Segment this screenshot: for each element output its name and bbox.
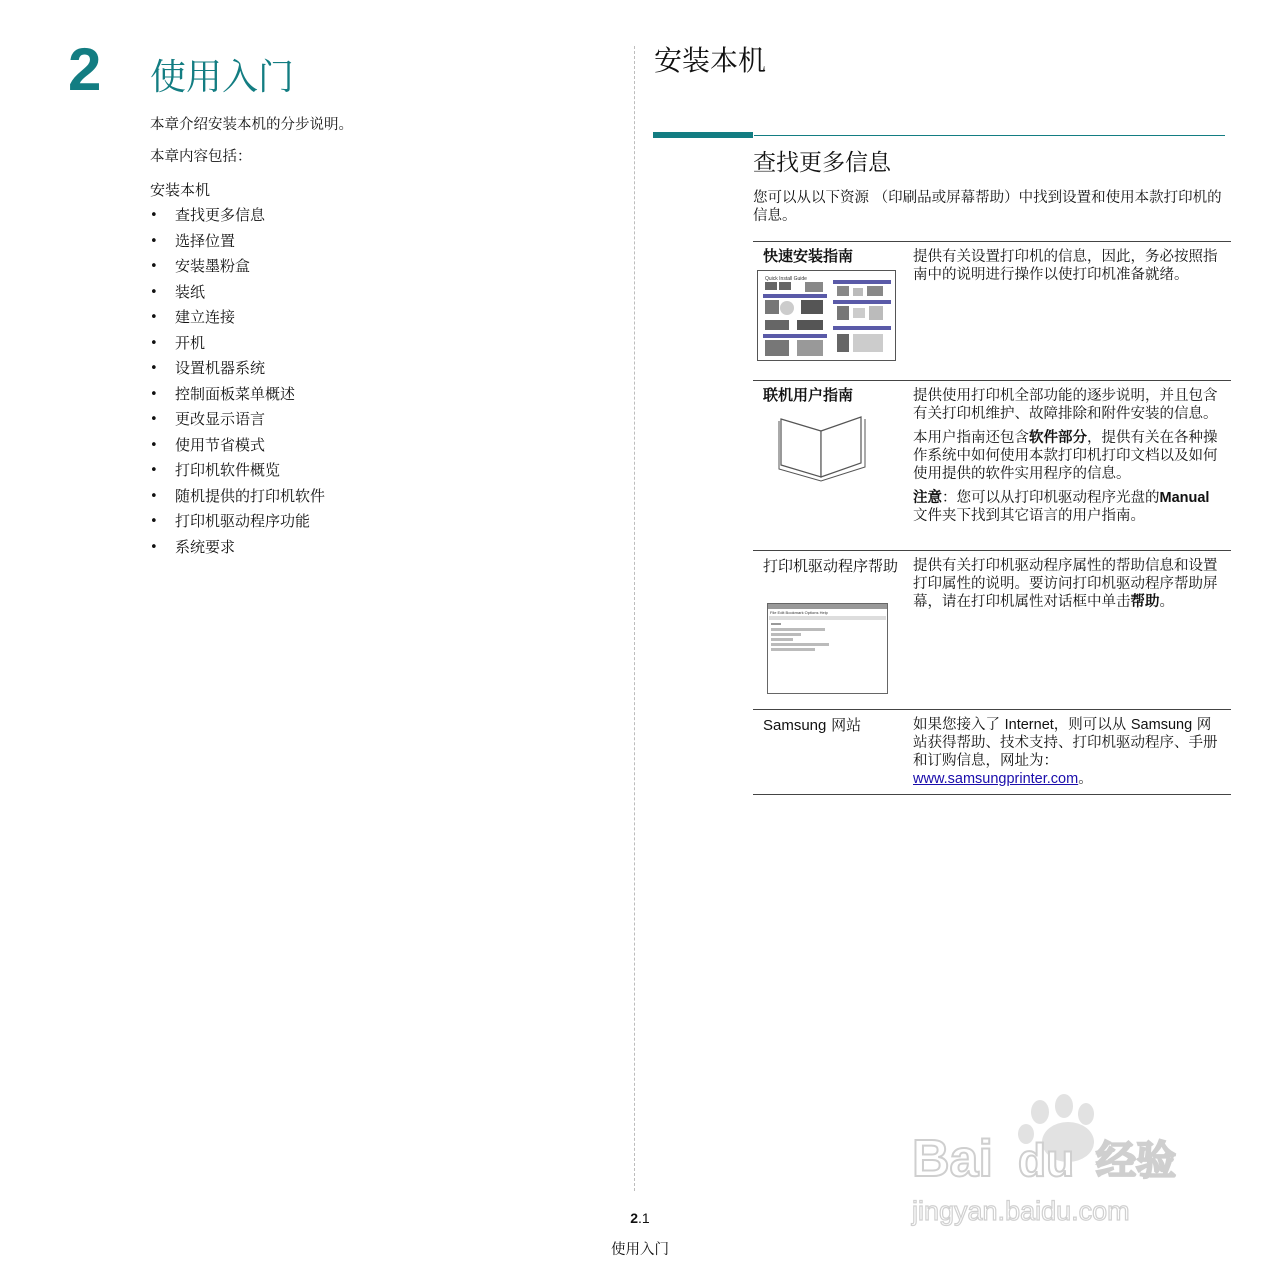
bullet-icon: • xyxy=(150,361,158,376)
chapter-intro: 本章介绍安装本机的分步说明。 xyxy=(150,117,353,133)
resource-label: 联机用户指南 xyxy=(763,387,854,404)
subsection-title: 查找更多信息 xyxy=(753,150,891,176)
thumbnail-caption: Quick Install Guide xyxy=(765,276,807,282)
page-number: 2.1 xyxy=(630,1210,650,1226)
quick-install-guide-thumbnail xyxy=(757,270,897,362)
svg-text:jingyan.baidu.com: jingyan.baidu.com xyxy=(912,1196,1130,1226)
bullet-icon: • xyxy=(150,437,158,453)
toc-item[interactable] xyxy=(150,461,325,487)
bullet-icon: • xyxy=(150,335,158,351)
toc-item[interactable] xyxy=(150,410,325,436)
toc-item[interactable] xyxy=(150,385,325,411)
chapter-contains-label: 本章内容包括： xyxy=(150,149,252,165)
section-title: 安装本机 xyxy=(654,44,767,77)
bullet-icon: • xyxy=(150,310,158,325)
svg-text:Bai: Bai xyxy=(912,1130,993,1188)
toc-item-label: 查找更多信息 xyxy=(175,206,266,224)
toc-item[interactable] xyxy=(150,538,325,564)
bullet-icon: • xyxy=(150,259,158,274)
svg-text:du: du xyxy=(1018,1134,1075,1186)
note-paragraph: 注意：您可以从打印机驱动程序光盘的Manual 文件夹下找到其它语言的用户指南。 xyxy=(913,490,1210,524)
column-divider xyxy=(634,46,635,1191)
desc-paragraph: 本用户指南还包含软件部分，提供有关在各种操作系统中如何使用本款打印机打印文档以及如何使用提供的软件实用程序的信息。 xyxy=(913,430,1218,482)
bullet-icon: • xyxy=(150,386,158,402)
bullet-icon: • xyxy=(150,463,158,478)
toc-item[interactable] xyxy=(150,283,325,309)
toc-item[interactable] xyxy=(150,436,325,462)
chapter-number: 2 xyxy=(68,36,102,103)
samsung-website-link[interactable]: www.samsungprinter.com xyxy=(913,771,1079,787)
table-row xyxy=(753,709,1231,795)
toc-item[interactable] xyxy=(150,512,325,538)
chapter-title: 使用入门 xyxy=(150,57,295,98)
section-rule xyxy=(754,135,1225,136)
table-row xyxy=(753,380,1231,550)
svg-text:经验: 经验 xyxy=(1096,1138,1176,1184)
toc-item[interactable] xyxy=(150,257,325,283)
bullet-icon: • xyxy=(150,514,158,529)
toc-item-label: 开机 xyxy=(175,333,206,352)
toc-item[interactable] xyxy=(150,359,325,385)
toc-item-label: 设置机器系统 xyxy=(175,359,266,377)
thumbnail-menu: File Edit Bookmark Options Help xyxy=(770,610,828,615)
toc-item[interactable] xyxy=(150,232,325,258)
toc-item-label: 控制面板菜单概述 xyxy=(175,384,296,403)
desc-paragraph: 提供使用打印机全部功能的逐步说明，并且包含有关打印机维护、故障排除和附件安装的信息。 xyxy=(913,388,1218,422)
resource-description: 提供有关设置打印机的信息，因此，务必按照指南中的说明进行操作以使打印机准备就绪。 xyxy=(913,249,1218,283)
bullet-icon: • xyxy=(150,539,158,555)
toc-item-label: 打印机软件概览 xyxy=(175,461,281,479)
toc-item-label: 使用节省模式 xyxy=(175,435,266,454)
subsection-intro: 您可以从以下资源 （印刷品或屏幕帮助）中找到设置和使用本款打印机的信息。 xyxy=(753,190,1222,224)
bullet-icon: • xyxy=(150,488,158,504)
toc-item[interactable] xyxy=(150,206,325,232)
resource-description: 提供有关打印机驱动程序属性的帮助信息和设置打印属性的说明。要访问打印机驱动程序帮助屏幕，请在打印机属性对话框中单击帮助。 xyxy=(913,558,1218,610)
help-window-thumbnail xyxy=(767,603,889,695)
toc-item-label: 系统要求 xyxy=(175,537,236,556)
section-rule-accent xyxy=(653,132,753,138)
resource-description: 如果您接入了 Internet，则可以从 Samsung 网站获得帮助、技术支持、打印机驱动程序、手册和订购信息，网址为： www.samsungprinter.com。 xyxy=(913,717,1218,787)
baidu-jingyan-watermark xyxy=(908,1092,1208,1232)
toc-item[interactable] xyxy=(150,308,325,334)
resource-label: 打印机驱动程序帮助 xyxy=(763,557,899,575)
toc-item-label: 打印机驱动程序功能 xyxy=(175,512,311,530)
toc-item-label: 安装墨粉盒 xyxy=(175,257,251,275)
table-row xyxy=(753,550,1231,709)
section-heading: 安装本机 xyxy=(150,181,211,199)
bullet-icon: • xyxy=(150,412,158,427)
toc-item[interactable] xyxy=(150,334,325,360)
toc-item-label: 随机提供的打印机软件 xyxy=(175,486,326,505)
footer-chapter: 使用入门 xyxy=(611,1242,669,1258)
resource-label: Samsung 网站 xyxy=(763,716,862,734)
open-book-icon xyxy=(773,409,873,483)
resource-table xyxy=(753,241,1231,795)
toc-item-label: 选择位置 xyxy=(175,231,236,250)
toc-item-label: 装纸 xyxy=(175,282,206,301)
toc-item-label: 更改显示语言 xyxy=(175,410,266,428)
toc-item-label: 建立连接 xyxy=(175,308,236,326)
toc-item[interactable] xyxy=(150,487,325,513)
resource-description xyxy=(913,387,1221,531)
table-row xyxy=(753,241,1231,380)
resource-label: 快速安装指南 xyxy=(763,248,854,265)
bullet-icon: • xyxy=(150,284,158,300)
chapter-toc xyxy=(150,206,325,563)
bullet-icon: • xyxy=(150,208,158,223)
bullet-icon: • xyxy=(150,233,158,249)
